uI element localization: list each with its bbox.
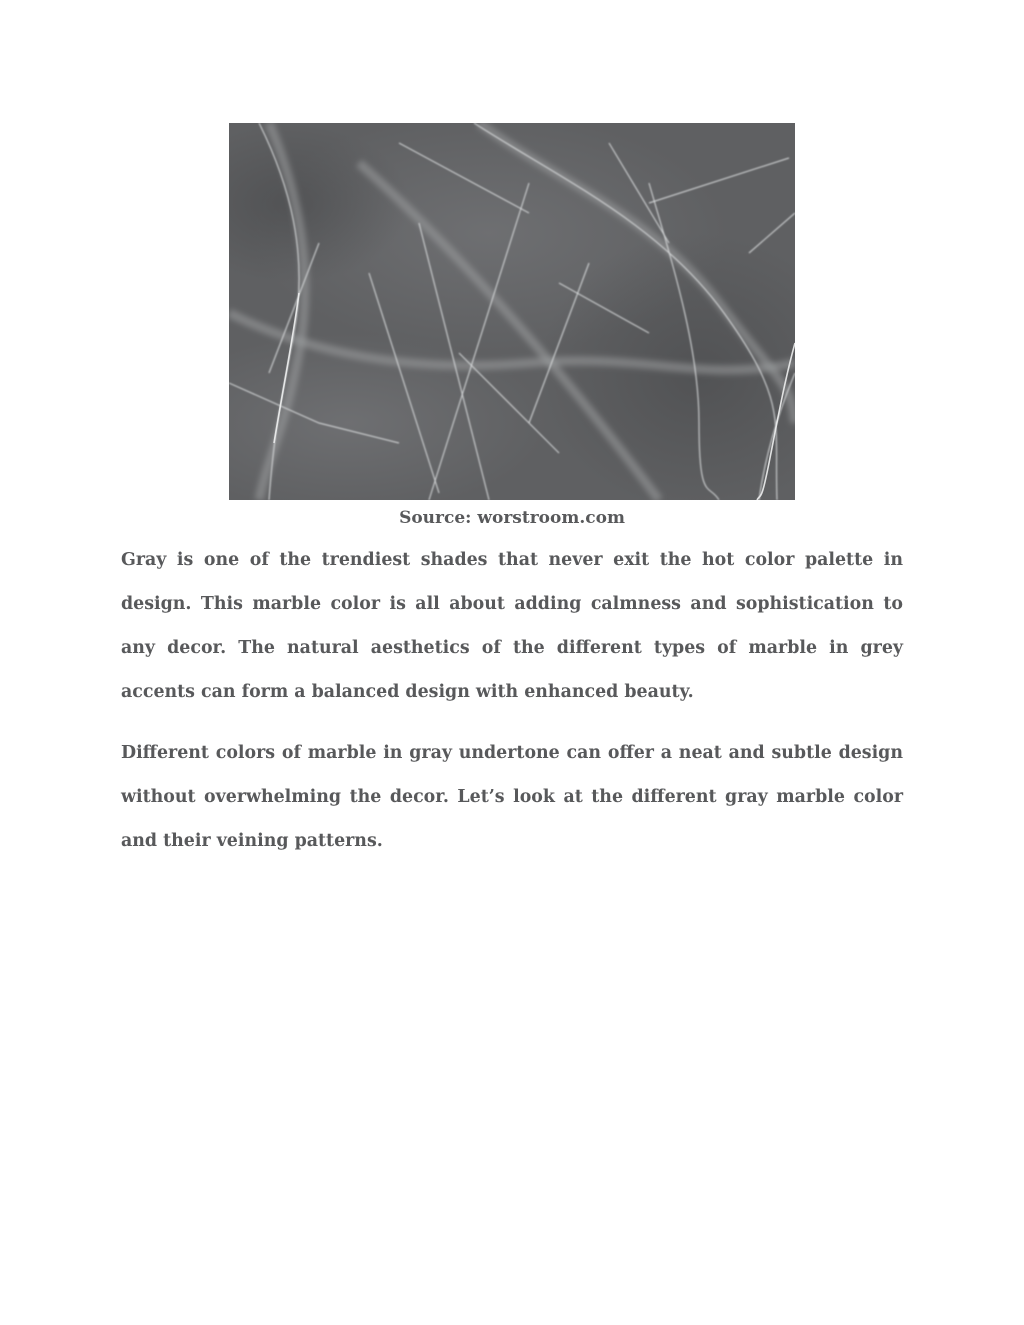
paragraph-gray-undertone: Different colors of marble in gray undertone can offer a neat and subtle design without overwhelming the decor. Let’s look at the different gray marble color and their veining patterns.: [121, 743, 903, 851]
gray-marble-image: [229, 123, 795, 500]
paragraph-intro: Gray is one of the trendiest shades that never exit the hot color palette in design. This marble color is all about adding calmness and sophistication to any decor. The natural aesthetics of the different types of marble in grey accents can form a balanced design with enhanced beauty.: [121, 550, 903, 702]
marble-texture-graphic: [229, 123, 795, 500]
image-caption: Source: worstroom.com: [399, 508, 625, 528]
